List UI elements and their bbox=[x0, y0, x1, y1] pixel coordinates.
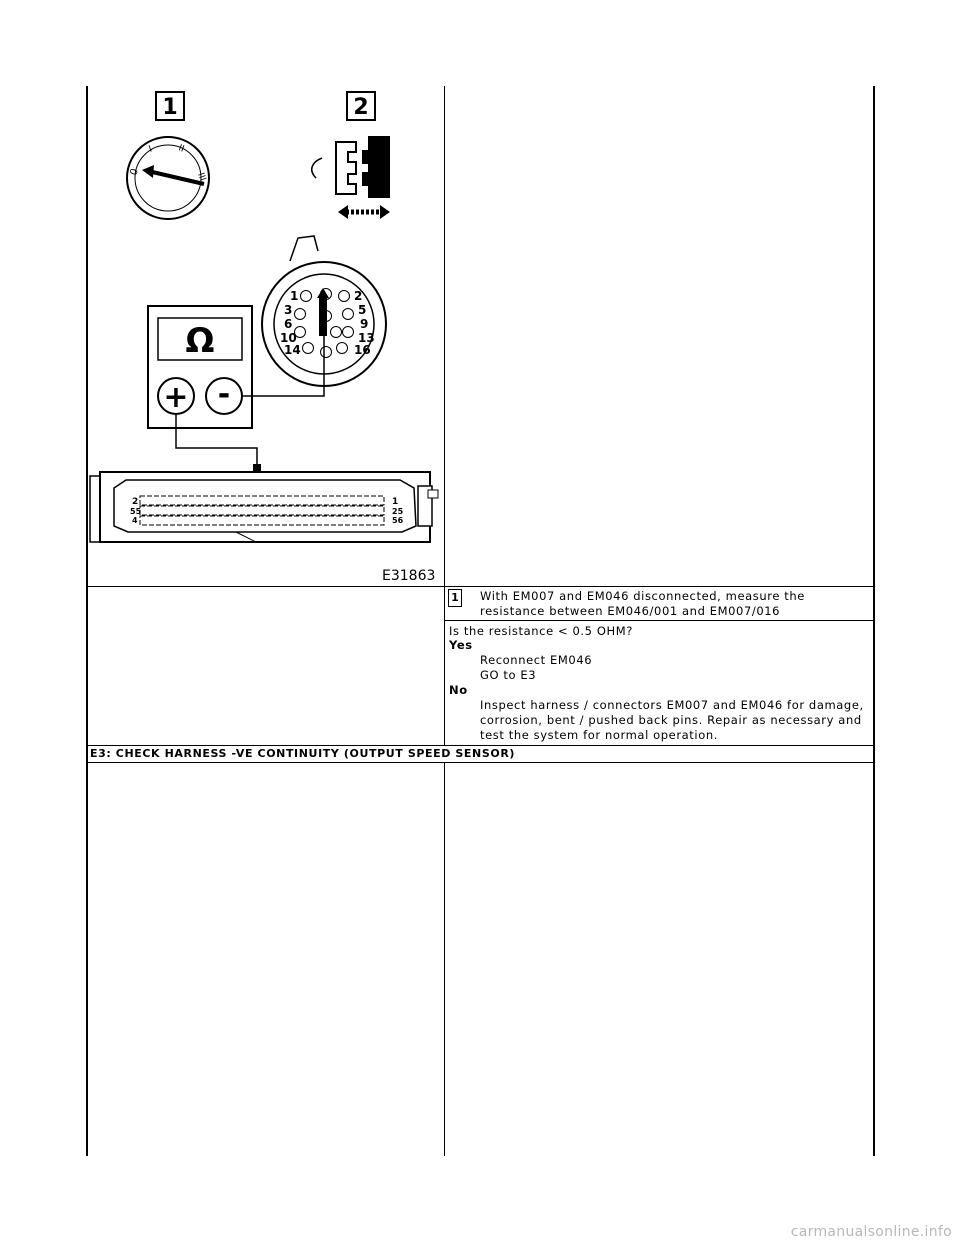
column-divider-bottom bbox=[444, 762, 445, 1156]
svg-text:14: 14 bbox=[284, 343, 301, 357]
footer-watermark[interactable]: carmanualsonline.info bbox=[790, 1224, 952, 1240]
svg-text:10: 10 bbox=[280, 331, 297, 345]
row-rule-4 bbox=[86, 762, 875, 763]
ohm-symbol: Ω bbox=[185, 321, 215, 361]
plus-terminal: + bbox=[163, 380, 189, 415]
ecu-connector-icon bbox=[90, 472, 438, 542]
column-divider-top bbox=[444, 86, 445, 745]
no-label: No bbox=[449, 683, 468, 697]
yes-action-2: GO to E3 bbox=[480, 668, 537, 682]
step-text-line1: With EM007 and EM046 disconnected, measure the bbox=[480, 589, 805, 603]
step-number-box: 1 bbox=[448, 589, 462, 607]
section-heading: E3: CHECK HARNESS -VE CONTINUITY (OUTPUT SPEED SENSOR) bbox=[90, 747, 516, 760]
svg-text:5: 5 bbox=[358, 303, 367, 317]
multimeter-icon bbox=[148, 306, 252, 428]
callout-2: 2 bbox=[353, 95, 369, 120]
svg-text:56: 56 bbox=[392, 516, 404, 525]
no-action-3: test the system for normal operation. bbox=[480, 728, 718, 742]
svg-text:16: 16 bbox=[354, 343, 371, 357]
svg-text:0: 0 bbox=[128, 167, 141, 178]
minus-terminal: - bbox=[217, 377, 231, 412]
yes-action-1: Reconnect EM046 bbox=[480, 653, 593, 667]
table-right-border bbox=[873, 86, 875, 1156]
step-text-line2: resistance between EM046/001 and EM007/016 bbox=[480, 604, 781, 618]
svg-text:2: 2 bbox=[132, 497, 139, 507]
svg-text:1: 1 bbox=[392, 497, 399, 507]
svg-text:13: 13 bbox=[358, 331, 375, 345]
svg-text:III: III bbox=[195, 171, 208, 183]
svg-text:4: 4 bbox=[132, 516, 138, 525]
row-rule-2 bbox=[444, 620, 875, 621]
no-action-2: corrosion, bent / pushed back pins. Repair as necessary and bbox=[480, 713, 862, 727]
figure-id: E31863 bbox=[382, 568, 436, 584]
svg-text:25: 25 bbox=[392, 507, 404, 516]
svg-text:1: 1 bbox=[290, 289, 299, 303]
ignition-switch-icon bbox=[127, 137, 209, 219]
svg-text:6: 6 bbox=[284, 317, 293, 331]
yes-label: Yes bbox=[449, 638, 473, 652]
decision-question: Is the resistance < 0.5 OHM? bbox=[449, 624, 633, 638]
svg-text:3: 3 bbox=[284, 303, 293, 317]
svg-text:I: I bbox=[147, 144, 154, 155]
diagram-figure bbox=[86, 86, 444, 586]
row-rule-1 bbox=[86, 586, 875, 587]
row-rule-3 bbox=[86, 745, 875, 746]
connector-disconnect-icon bbox=[312, 136, 390, 219]
no-action-1: Inspect harness / connectors EM007 and EM046 for damage, bbox=[480, 698, 864, 712]
svg-text:55: 55 bbox=[130, 507, 142, 516]
svg-text:9: 9 bbox=[360, 317, 369, 331]
callout-1: 1 bbox=[162, 95, 178, 120]
svg-text:2: 2 bbox=[354, 289, 363, 303]
svg-text:II: II bbox=[176, 143, 186, 155]
